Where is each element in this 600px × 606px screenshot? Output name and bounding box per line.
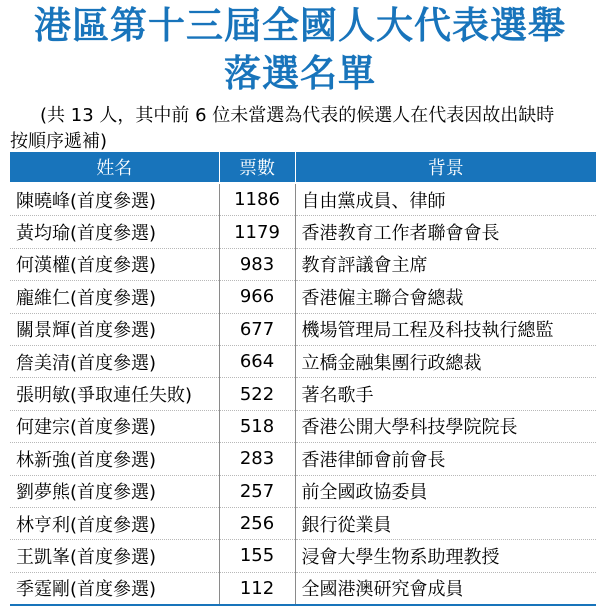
- candidate-name-cell: 龐維仁(首度參選): [10, 281, 219, 313]
- table-header-row: [10, 152, 596, 183]
- background-cell: 前全國政協委員: [295, 475, 596, 507]
- votes-cell: 283: [219, 443, 295, 475]
- candidate-name-cell: 王凱峯(首度參選): [10, 540, 219, 572]
- background-cell: 著名歌手: [295, 378, 596, 410]
- background-cell: 銀行從業員: [295, 507, 596, 539]
- candidate-name-cell: 陳曉峰(首度參選): [10, 183, 219, 216]
- note-line-1: (共 13 人，其中前 6 位未當選為代表的候選人在代表因故出缺時: [40, 105, 555, 126]
- candidate-name-cell: 何漢權(首度參選): [10, 248, 219, 280]
- table-row: [10, 572, 596, 605]
- background-cell: 香港公開大學科技學院院長: [295, 410, 596, 442]
- candidate-name-cell: 關景輝(首度參選): [10, 313, 219, 345]
- candidate-name-cell: 季霆剛(首度參選): [10, 572, 219, 605]
- background-cell: 教育評議會主席: [295, 248, 596, 280]
- table-row: [10, 443, 596, 475]
- background-cell: 立橋金融集團行政總裁: [295, 345, 596, 377]
- votes-cell: 112: [219, 572, 295, 605]
- table-row: [10, 216, 596, 248]
- table-note: [10, 103, 595, 155]
- votes-cell: 664: [219, 345, 295, 377]
- candidate-name-cell: 林新強(首度參選): [10, 443, 219, 475]
- votes-cell: 256: [219, 507, 295, 539]
- background-cell: 香港僱主聯合會總裁: [295, 281, 596, 313]
- background-cell: 機場管理局工程及科技執行總監: [295, 313, 596, 345]
- table-row: [10, 540, 596, 572]
- votes-cell: 1186: [219, 183, 295, 216]
- table-row: [10, 313, 596, 345]
- background-cell: 香港律師會前會長: [295, 443, 596, 475]
- table-row: [10, 378, 596, 410]
- votes-cell: 257: [219, 475, 295, 507]
- background-cell: 浸會大學生物系助理教授: [295, 540, 596, 572]
- votes-cell: 966: [219, 281, 295, 313]
- table-row: [10, 475, 596, 507]
- table-row: [10, 248, 596, 280]
- candidate-name-cell: 劉夢熊(首度參選): [10, 475, 219, 507]
- column-header-background: 背景: [295, 152, 596, 183]
- column-header-name: 姓名: [10, 152, 219, 183]
- votes-cell: 518: [219, 410, 295, 442]
- column-header-votes: 票數: [219, 152, 295, 183]
- results-table: [10, 152, 596, 606]
- votes-cell: 522: [219, 378, 295, 410]
- candidate-name-cell: 詹美清(首度參選): [10, 345, 219, 377]
- page-subtitle: 落選名單: [224, 52, 376, 95]
- votes-cell: 1179: [219, 216, 295, 248]
- candidate-name-cell: 張明敏(爭取連任失敗): [10, 378, 219, 410]
- table-row: [10, 410, 596, 442]
- note-line-2: 按順序遞補): [10, 131, 108, 152]
- background-cell: 香港教育工作者聯會會長: [295, 216, 596, 248]
- table-row: [10, 507, 596, 539]
- votes-cell: 677: [219, 313, 295, 345]
- table-row: [10, 281, 596, 313]
- background-cell: 全國港澳研究會成員: [295, 572, 596, 605]
- candidate-name-cell: 何建宗(首度參選): [10, 410, 219, 442]
- page-title: 港區第十三屆全國人大代表選舉: [34, 4, 566, 47]
- votes-cell: 155: [219, 540, 295, 572]
- background-cell: 自由黨成員、律師: [295, 183, 596, 216]
- table-row: [10, 183, 596, 216]
- candidate-name-cell: 黃均瑜(首度參選): [10, 216, 219, 248]
- votes-cell: 983: [219, 248, 295, 280]
- table-row: [10, 345, 596, 377]
- candidate-name-cell: 林亨利(首度參選): [10, 507, 219, 539]
- table-body: [10, 183, 596, 605]
